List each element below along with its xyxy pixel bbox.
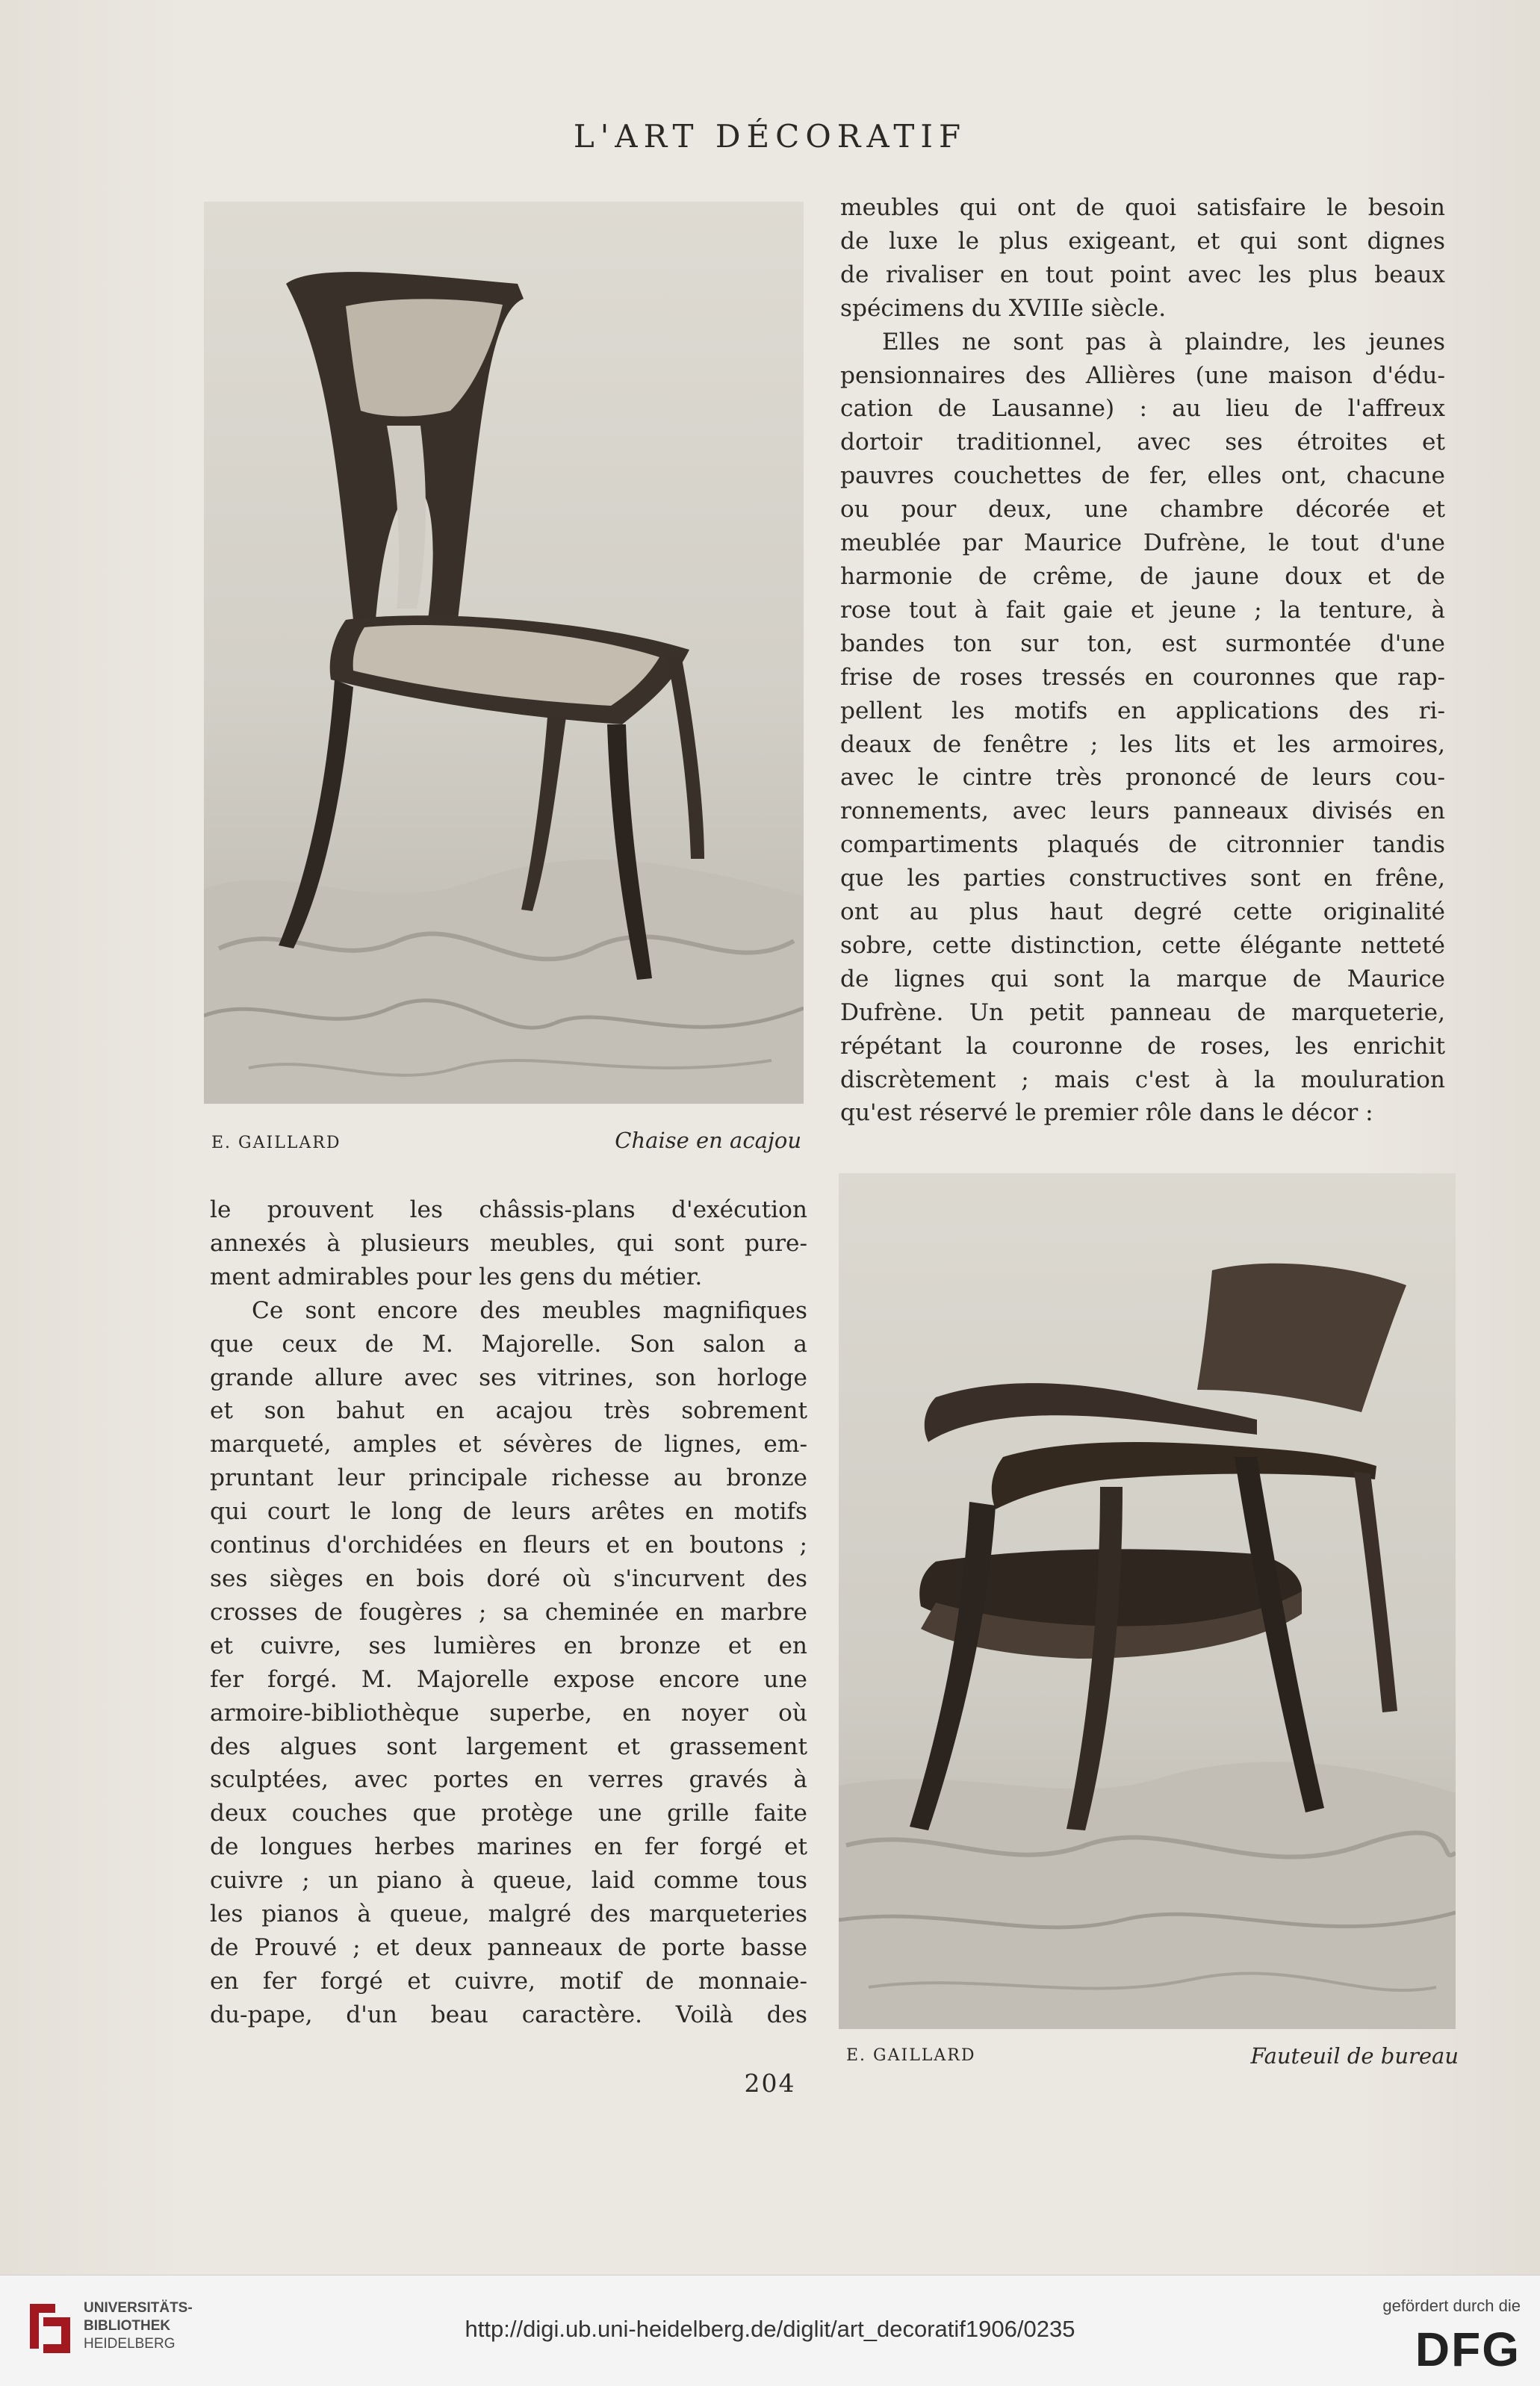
text-line: ont au plus haut degré cette originalité [840, 898, 1445, 926]
caption-artist: E. GAILLARD [211, 1134, 341, 1152]
left-column-text [210, 1193, 807, 2032]
text-line: rose tout à fait gaie et jeune ; la tenture, à [840, 596, 1445, 624]
text-line: de rivaliser en tout point avec les plus beaux [840, 261, 1445, 288]
text-line: des algues sont largement et grassement [210, 1733, 807, 1760]
text-line: de Prouvé ; et deux panneaux de porte basse [210, 1933, 807, 1961]
text-line: avec le cintre très prononcé de leurs cou- [840, 764, 1445, 792]
text-line: dortoir traditionnel, avec ses étroites et [840, 429, 1445, 456]
text-line: que ceux de M. Majorelle. Son salon a [210, 1330, 807, 1358]
text-line: bandes ton sur ton, est surmontée d'une [840, 630, 1445, 657]
text-line: et cuivre, ses lumières en bronze et en [210, 1632, 807, 1659]
text-line: armoire-bibliothèque superbe, en noyer où [210, 1699, 807, 1727]
text-line: que les parties constructives sont en frêne, [840, 865, 1445, 892]
text-line: meublée par Maurice Dufrène, le tout d'une [840, 529, 1445, 557]
text-line: pruntant leur principale richesse au bronze [210, 1464, 807, 1492]
source-url-link[interactable]: http://digi.ub.uni-heidelberg.de/diglit/art_decoratif1906/0235 [465, 2316, 1075, 2342]
text-line: cation de Lausanne) : au lieu de l'affreux [840, 395, 1445, 423]
text-line: de longues herbes marines en fer forgé et [210, 1833, 807, 1861]
text-line: pauvres couchettes de fer, elles ont, chacune [840, 462, 1445, 490]
library-name-line: UNIVERSITÄTS- [84, 2300, 193, 2316]
text-line: frise de roses tressés en couronnes que rap- [840, 663, 1445, 691]
caption-chaise-en-acajou [211, 1128, 801, 1153]
text-line: marqueté, amples et sévères de lignes, em- [210, 1431, 807, 1458]
caption-fauteuil-de-bureau [846, 2043, 1459, 2069]
text-line: et son bahut en acajou très sobrement [210, 1397, 807, 1425]
text-line: de luxe le plus exigeant, et qui sont dignes [840, 227, 1445, 255]
text-line: crosses de fougères ; sa cheminée en marbre [210, 1598, 807, 1626]
text-line: ronnements, avec leurs panneaux divisés en [840, 798, 1445, 825]
text-line: grande allure avec ses vitrines, son horloge [210, 1364, 807, 1391]
text-line: spécimens du XVIIIe siècle. [840, 294, 1167, 322]
text-line: Elles ne sont pas à plaindre, les jeunes [882, 328, 1445, 355]
running-title: L'ART DÉCORATIF [573, 118, 967, 155]
dfg-logo: DFG [1415, 2323, 1521, 2376]
digitization-footer [0, 2275, 1540, 2386]
text-line: ou pour deux, une chambre décorée et [840, 496, 1445, 524]
text-line: deaux de fenêtre ; les lits et les armoires, [840, 730, 1445, 758]
text-line: Dufrène. Un petit panneau de marqueterie, [840, 998, 1445, 1026]
caption-title: Fauteuil de bureau [1250, 2043, 1459, 2069]
text-line: annexés à plusieurs meubles, qui sont pure- [210, 1229, 807, 1257]
text-line: discrètement ; mais c'est à la mouluration [840, 1066, 1445, 1093]
photo-fauteuil-de-bureau [839, 1173, 1456, 2029]
text-line: harmonie de crême, de jaune doux et de [840, 562, 1445, 590]
right-column-text [840, 191, 1445, 1130]
text-line: sobre, cette distinction, cette élégante netteté [840, 931, 1445, 959]
text-line: pellent les motifs en applications des ri- [840, 697, 1445, 724]
text-line: qui court le long de leurs arêtes en motifs [210, 1498, 807, 1526]
text-line: sculptées, avec portes en verres gravés à [210, 1766, 807, 1794]
text-line: du-pape, d'un beau caractère. Voilà des [210, 2001, 807, 2028]
text-line: ment admirables pour les gens du métier. [210, 1263, 703, 1290]
caption-artist: E. GAILLARD [846, 2046, 976, 2065]
funded-by-label: gefördert durch die [1382, 2296, 1521, 2315]
page-number: 204 [744, 2069, 796, 2098]
caption-title: Chaise en acajou [615, 1128, 801, 1153]
text-line: ses sièges en bois doré où s'incurvent des [210, 1565, 807, 1592]
text-line: les pianos à queue, malgré des marqueteries [210, 1901, 807, 1928]
text-line: Ce sont encore des meubles magnifiques [252, 1296, 807, 1324]
text-line: meubles qui ont de quoi satisfaire le besoin [840, 194, 1445, 221]
text-line: fer forgé. M. Majorelle expose encore une [210, 1665, 807, 1693]
text-line: en fer forgé et cuivre, motif de monnaie- [210, 1967, 807, 1995]
text-line: le prouvent les châssis-plans d'exécution [210, 1196, 807, 1223]
text-line: de lignes qui sont la marque de Maurice [840, 965, 1445, 992]
text-line: répétant la couronne de roses, les enrichit [840, 1032, 1445, 1060]
photo-chaise-en-acajou [204, 202, 804, 1104]
text-line: deux couches que protège une grille faite [210, 1800, 807, 1827]
text-line: compartiments plaqués de citronnier tandis [840, 831, 1445, 859]
text-line: qu'est réservé le premier rôle dans le décor : [840, 1099, 1373, 1127]
text-line: cuivre ; un piano à queue, laid comme tous [210, 1867, 807, 1895]
text-line: continus d'orchidées en fleurs et en boutons ; [210, 1532, 807, 1559]
text-line: pensionnaires des Allières (une maison d'édu- [840, 361, 1445, 389]
library-name-line: HEIDELBERG [84, 2336, 176, 2352]
library-name-line: BIBLIOTHEK [84, 2318, 171, 2334]
